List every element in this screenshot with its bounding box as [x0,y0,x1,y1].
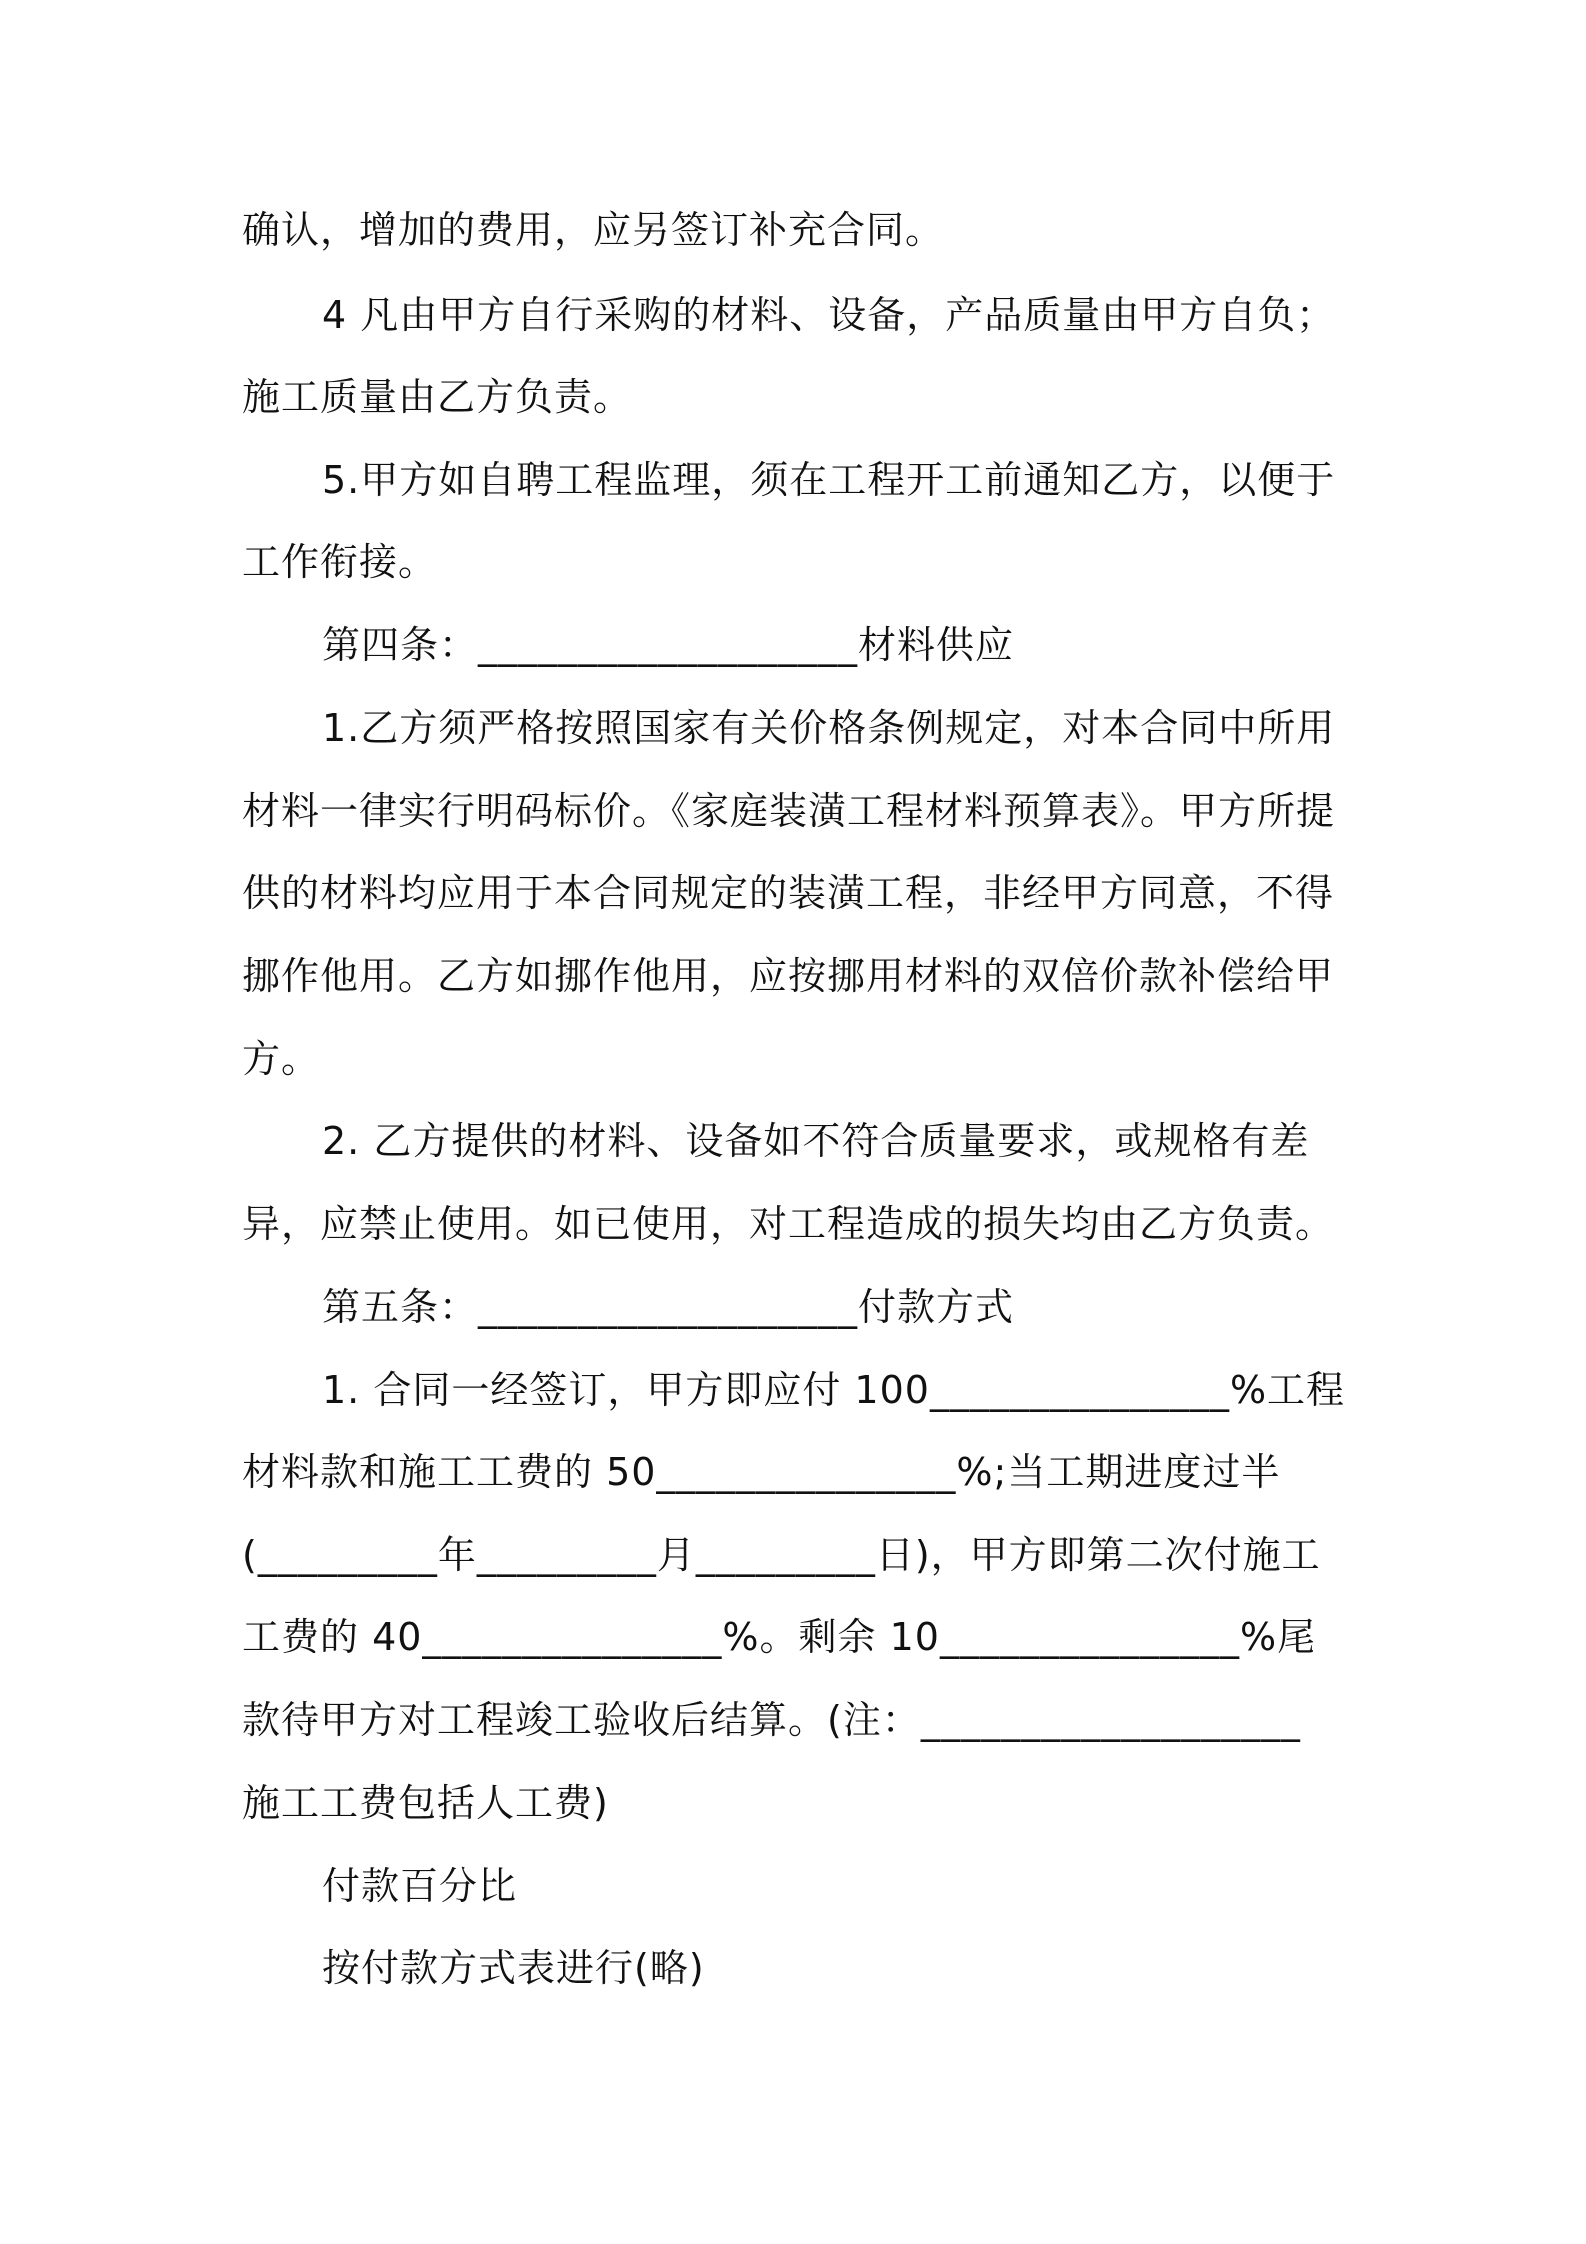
text-line: 按付款方式表进行(略) [322,1946,705,1990]
text-line: 材料款和施工工费的 50_______________%;当工期进度过半 [242,1450,1281,1494]
text-line: 工作衔接。 [242,540,438,584]
text-line: 5.甲方如自聘工程监理，须在工程开工前通知乙方，以便于 [322,458,1336,502]
text-line: 确认，增加的费用，应另签订补充合同。 [242,208,945,252]
text-line: 材料一律实行明码标价。《家庭装潢工程材料预算表》。甲方所提 [242,789,1336,833]
text-line: 1.乙方须严格按照国家有关价格条例规定，对本合同中所用 [322,706,1336,750]
text-line: 2. 乙方提供的材料、设备如不符合质量要求，或规格有差 [322,1119,1310,1163]
text-line: 工费的 40_______________%。剩余 10_______________%尾 [242,1615,1317,1659]
text-line: 施工工费包括人工费) [242,1781,609,1825]
text-line: 1. 合同一经签订，甲方即应付 100_______________%工程 [322,1368,1346,1412]
text-line: 款待甲方对工程竣工验收后结算。(注：___________________ [242,1698,1301,1742]
section-heading: 第四条：___________________材料供应 [322,623,1015,667]
text-line: 施工质量由乙方负责。 [242,375,633,419]
text-line: 挪作他用。乙方如挪作他用，应按挪用材料的双倍价款补偿给甲 [242,954,1335,998]
text-line: 供的材料均应用于本合同规定的装潢工程，非经甲方同意，不得 [242,871,1335,915]
text-line: (_________年_________月_________日)，甲方即第二次付施工 [242,1533,1321,1577]
text-line: 4 凡由甲方自行采购的材料、设备，产品质量由甲方自负； [322,293,1336,337]
text-line: 付款百分比 [322,1864,518,1908]
text-line: 方。 [242,1037,321,1081]
text-line: 异，应禁止使用。如已使用，对工程造成的损失均由乙方负责。 [242,1202,1335,1246]
section-heading: 第五条：___________________付款方式 [322,1285,1015,1329]
